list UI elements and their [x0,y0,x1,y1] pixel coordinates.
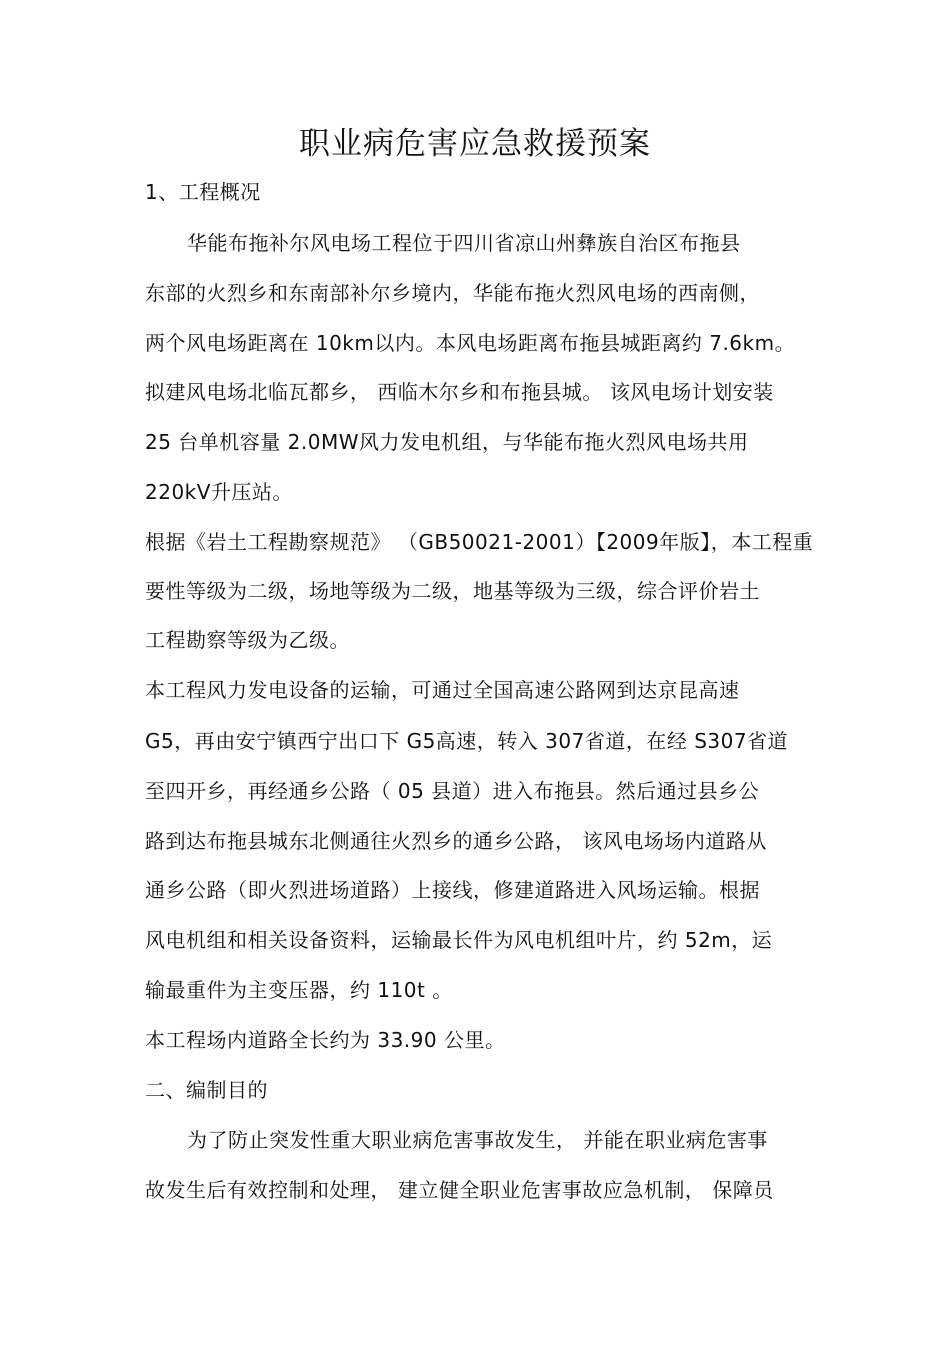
paragraph-3-line-4: 路到达布拖县城东北侧通往火烈乡的通乡公路， 该风电场场内道路从 [145,829,767,853]
paragraph-3-line-7: 输最重件为主变压器，约 110t 。 [145,978,453,1002]
paragraph-3-line-1: 本工程风力发电设备的运输，可通过全国高速公路网到达京昆高速 [145,678,740,702]
paragraph-2-line-2: 要性等级为二级，场地等级为二级，地基等级为三级，综合评价岩土 [145,579,760,603]
paragraph-1-line-4: 拟建风电场北临瓦都乡， 西临木尔乡和布拖县城。 该风电场计划安装 [145,380,774,404]
paragraph-3-line-2: G5，再由安宁镇西宁出口下 G5高速，转入 307省道，在经 S307省道 [145,729,789,753]
document-title: 职业病危害应急救援预案 [299,126,651,162]
section-heading-1: 1、工程概况 [145,180,261,204]
paragraph-3-line-3: 至四开乡，再经通乡公路（ 05 县道）进入布拖县。然后通过县乡公 [145,779,760,803]
paragraph-5-line-1: 为了防止突发性重大职业病危害事故发生， 并能在职业病危害事 [187,1128,768,1152]
paragraph-4-line-1: 本工程场内道路全长约为 33.90 公里。 [145,1028,506,1052]
section-heading-2: 二、编制目的 [145,1078,268,1102]
paragraph-1-line-2: 东部的火烈乡和东南部补尔乡境内，华能布拖火烈风电场的西南侧， [145,281,760,305]
paragraph-1-line-1: 华能布拖补尔风电场工程位于四川省凉山州彝族自治区布拖县 [187,231,741,255]
paragraph-1-line-6: 220kV升压站。 [145,480,293,504]
paragraph-5-line-2: 故发生后有效控制和处理， 建立健全职业危害事故应急机制， 保障员 [145,1178,774,1202]
paragraph-2-line-1: 根据《岩土工程勘察规范》 （GB50021-2001）【2009年版】，本工程重 [145,530,814,554]
paragraph-1-line-3: 两个风电场距离在 10km以内。本风电场距离布拖县城距离约 7.6km。 [145,331,796,355]
paragraph-3-line-5: 通乡公路（即火烈进场道路）上接线，修建道路进入风场运输。根据 [145,878,760,902]
paragraph-1-line-5: 25 台单机容量 2.0MW风力发电机组，与华能布拖火烈风电场共用 [145,430,749,454]
paragraph-2-line-3: 工程勘察等级为乙级。 [145,628,350,652]
paragraph-3-line-6: 风电机组和相关设备资料，运输最长件为风电机组叶片，约 52m，运 [145,928,773,952]
